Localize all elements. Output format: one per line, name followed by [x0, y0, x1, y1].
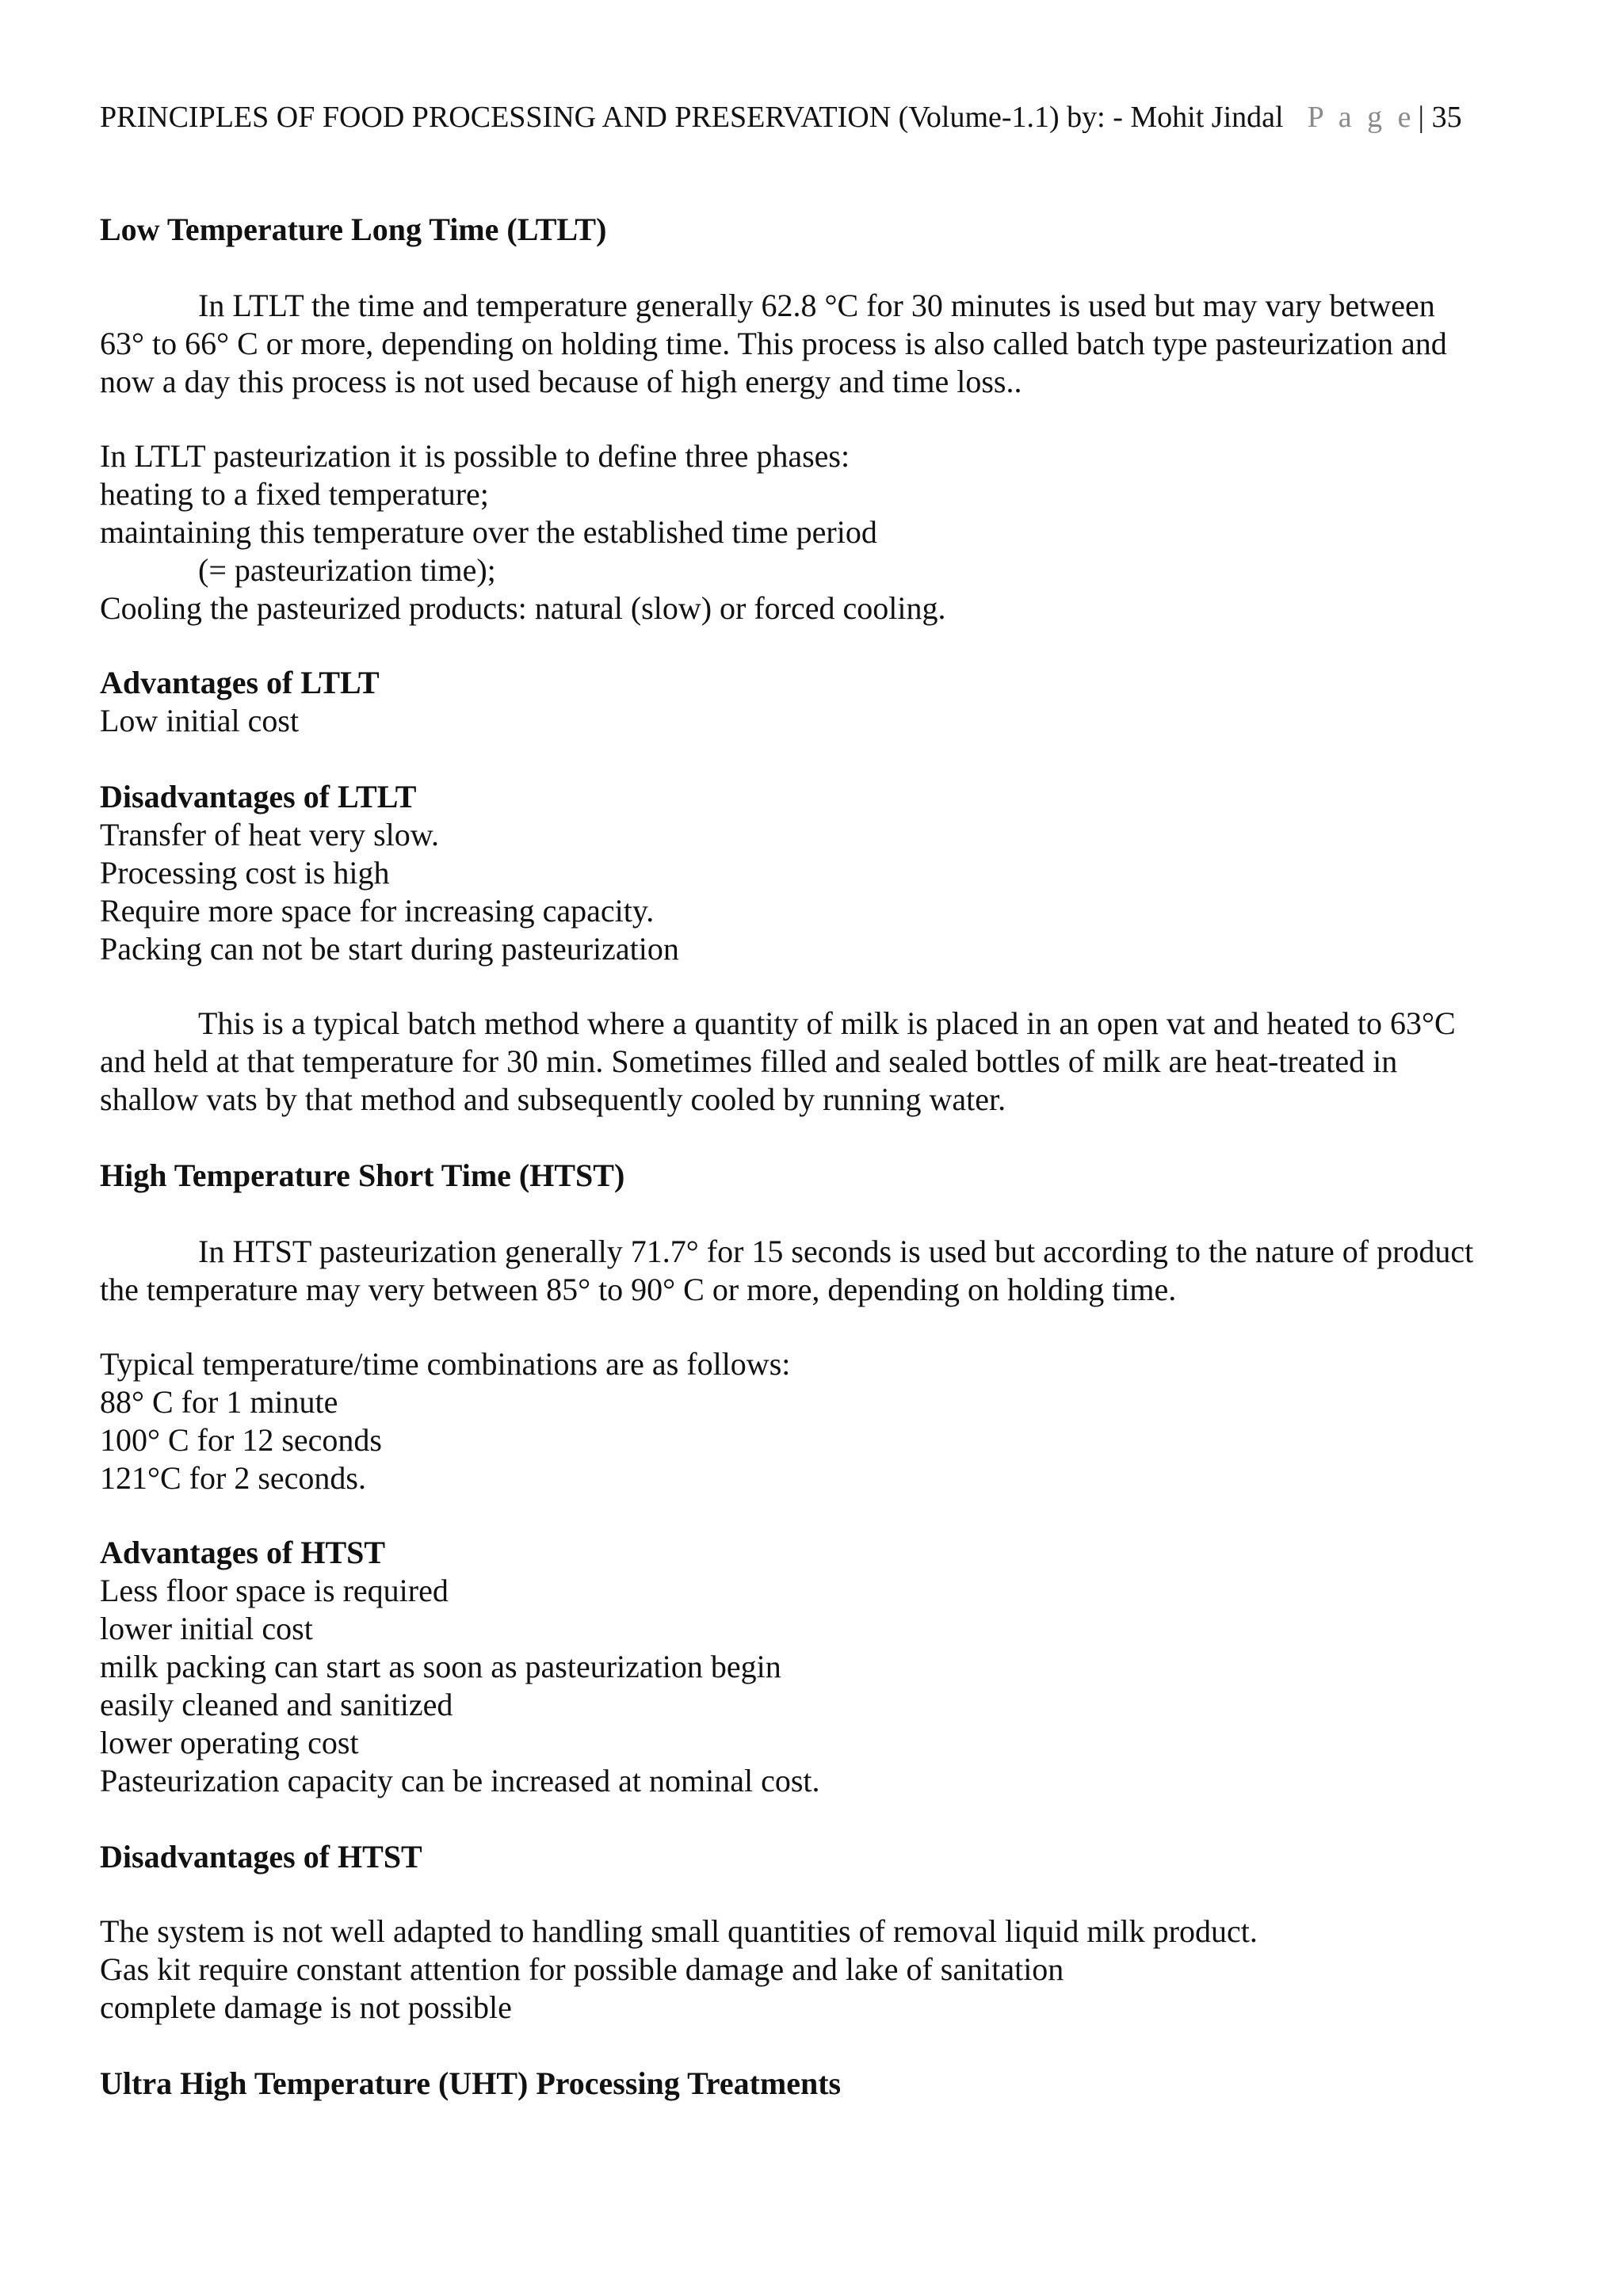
uht-heading-block [100, 2065, 1550, 2103]
text-line: maintaining this temperature over the established time period [100, 514, 877, 550]
subheading-disadvantages-htst: Disadvantages of HTST [100, 1839, 422, 1875]
text-line: 88° C for 1 minute [100, 1384, 338, 1420]
list-item: lower operating cost [100, 1725, 359, 1760]
list-item: Low initial cost [100, 703, 300, 738]
paragraph-line: and held at that temperature for 30 min. Sometimes filled and sealed bottles of milk are heat-treated in [100, 1043, 1398, 1079]
htst-combinations [100, 1345, 1550, 1497]
section-heading-uht: Ultra High Temperature (UHT) Processing Treatments [100, 2065, 842, 2101]
subheading-advantages-ltlt: Advantages of LTLT [100, 665, 380, 700]
list-item: Packing can not be start during pasteurization [100, 931, 679, 967]
ltlt-phases [100, 437, 1550, 627]
text-line: (= pasteurization time); [198, 552, 496, 588]
htst-advantages [100, 1534, 1550, 1800]
list-item: Processing cost is high [100, 855, 390, 891]
batch-method-paragraph [100, 1005, 1550, 1119]
htst-paragraph [100, 1233, 1550, 1309]
subheading-advantages-htst: Advantages of HTST [100, 1535, 386, 1570]
list-item: milk packing can start as soon as pasteurization begin [100, 1649, 781, 1684]
ltlt-disadvantages [100, 778, 1550, 968]
htst-disadvantages-heading [100, 1838, 1550, 1876]
ltlt-heading-block [100, 211, 1550, 249]
paragraph-line: the temperature may very between 85° to 90° C or more, depending on holding time. [100, 1272, 1177, 1307]
text-line: heating to a fixed temperature; [100, 476, 489, 512]
section-heading-htst: High Temperature Short Time (HTST) [100, 1158, 625, 1193]
list-item: lower initial cost [100, 1611, 313, 1646]
text-line: Typical temperature/time combinations are as follows: [100, 1346, 791, 1382]
page-number: | 35 [1418, 101, 1462, 134]
list-item: easily cleaned and sanitized [100, 1687, 453, 1722]
paragraph-line: 63° to 66° C or more, depending on holding time. This process is also called batch type pasteurization and [100, 326, 1447, 361]
paragraph-line: This is a typical batch method where a quantity of milk is placed in an open vat and heated to 63°C [198, 1005, 1456, 1041]
text-line: 100° C for 12 seconds [100, 1422, 382, 1458]
list-item: Less floor space is required [100, 1573, 449, 1608]
ltlt-advantages [100, 664, 1550, 740]
list-item: Pasteurization capacity can be increased at nominal cost. [100, 1763, 820, 1798]
htst-heading-block [100, 1157, 1550, 1195]
text-line: In LTLT pasteurization it is possible to define three phases: [100, 438, 850, 474]
page-label: P a g e [1307, 101, 1415, 134]
paragraph-line: now a day this process is not used because of high energy and time loss.. [100, 364, 1022, 399]
section-heading-ltlt: Low Temperature Long Time (LTLT) [100, 212, 607, 247]
htst-disadvantages [100, 1913, 1550, 2027]
text-line: Cooling the pasteurized products: natural (slow) or forced cooling. [100, 590, 946, 626]
paragraph-line: shallow vats by that method and subsequently cooled by running water. [100, 1081, 1006, 1117]
list-item: Transfer of heat very slow. [100, 817, 440, 852]
paragraph-line: In HTST pasteurization generally 71.7° for 15 seconds is used but according to the nature of product [198, 1234, 1474, 1269]
page-header [100, 98, 1462, 136]
header-title: PRINCIPLES OF FOOD PROCESSING AND PRESERVATION (Volume-1.1) by: - Mohit Jindal [100, 101, 1284, 134]
list-item: complete damage is not possible [100, 1989, 512, 2025]
list-item: Require more space for increasing capacity. [100, 893, 655, 929]
subheading-disadvantages-ltlt: Disadvantages of LTLT [100, 779, 417, 814]
list-item: Gas kit require constant attention for possible damage and lake of sanitation [100, 1951, 1064, 1987]
text-line: 121°C for 2 seconds. [100, 1460, 366, 1496]
ltlt-paragraph [100, 287, 1550, 401]
paragraph-line: In LTLT the time and temperature generally 62.8 °C for 30 minutes is used but may vary between [198, 288, 1435, 323]
list-item: The system is not well adapted to handling small quantities of removal liquid milk product. [100, 1913, 1258, 1949]
